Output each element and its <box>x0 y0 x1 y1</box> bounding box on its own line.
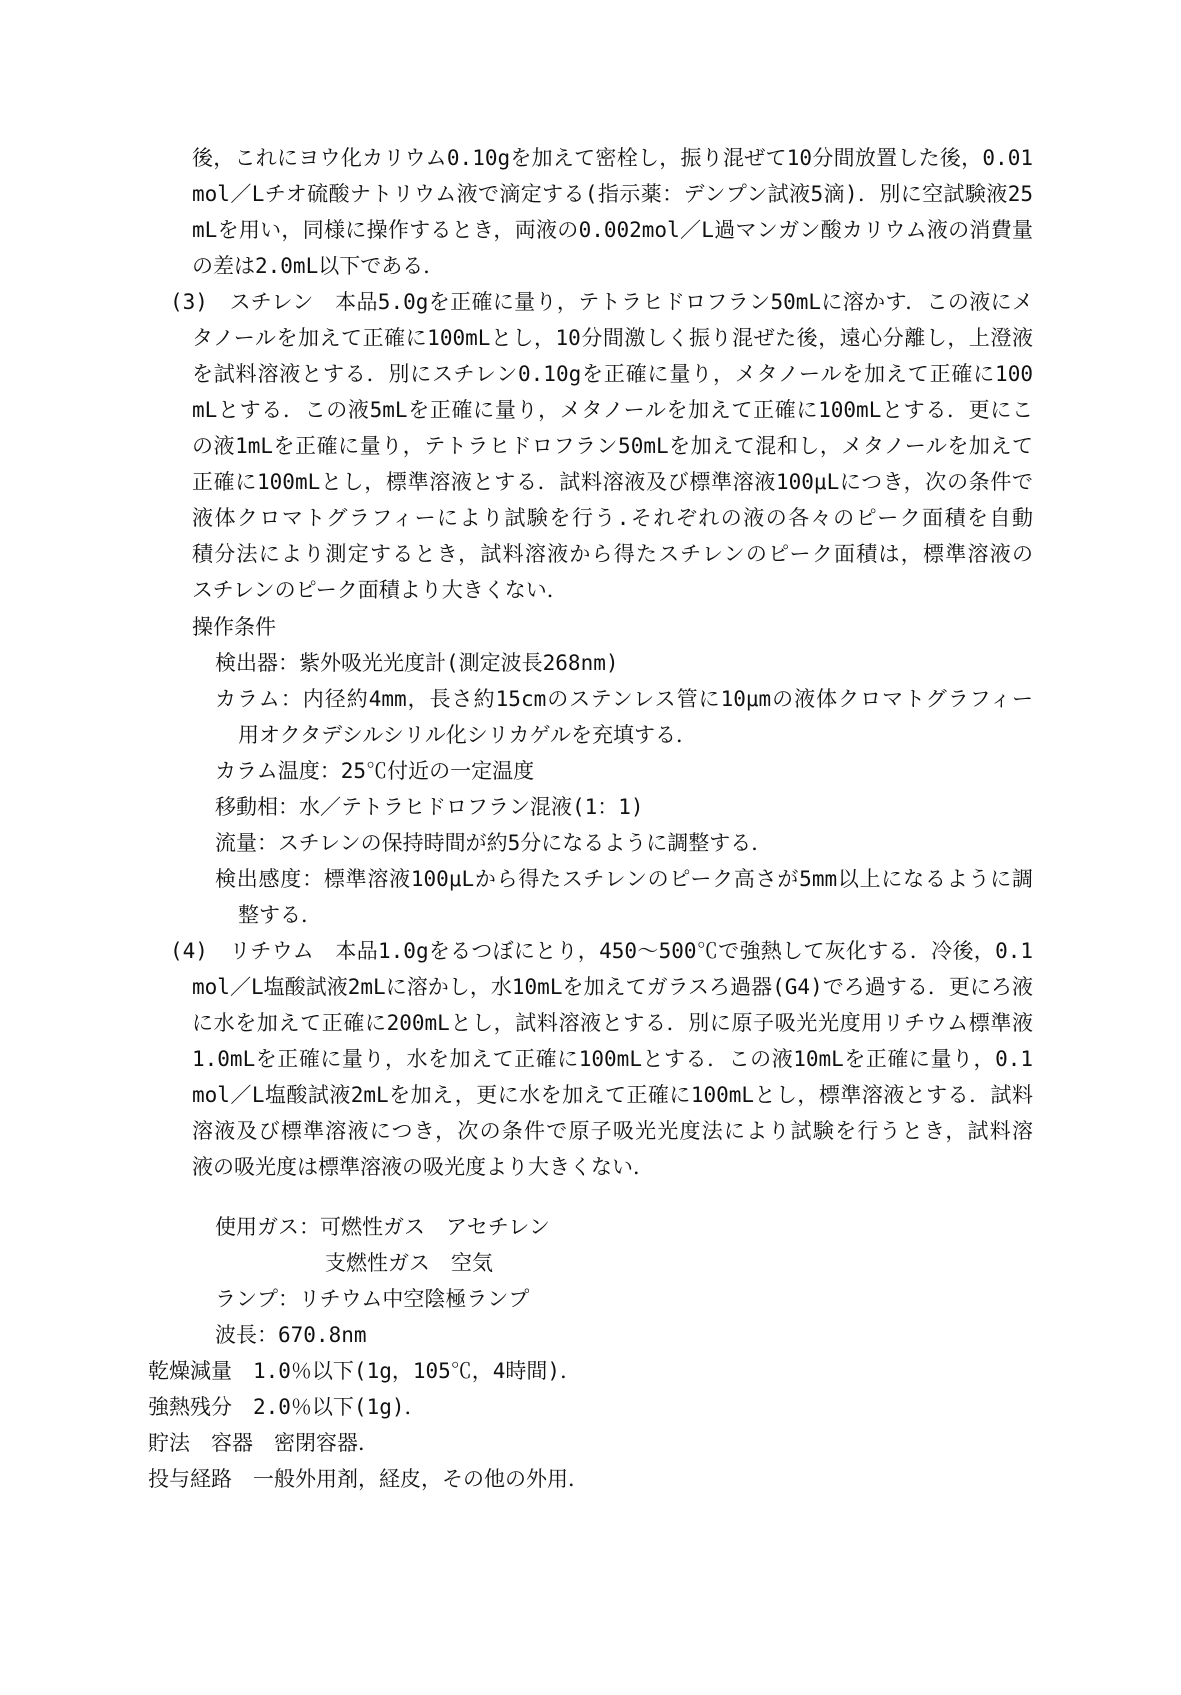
text-line-column-cont: 用オクタデシルシリル化シリカゲルを充填する． <box>238 723 698 747</box>
text-line-gas-support: 支燃性ガス 空気 <box>325 1251 493 1275</box>
text-line-residue-on-ignition: 強熱残分 2.0％以下(1g)． <box>148 1395 426 1419</box>
text-line-route: 投与経路 一般外用剤，経皮，その他の外用． <box>148 1467 589 1491</box>
text-line-3: mLを用い，同様に操作するとき，両液の0.002mol／L過マンガン酸カリウム液の消費量 <box>192 218 1033 242</box>
text-line-flow-rate: 流量：スチレンの保持時間が約5分になるように調整する． <box>215 831 773 855</box>
text-line-detector: 検出器：紫外吸光光度計(測定波長268nm) <box>215 651 619 675</box>
text-line-6: タノールを加えて正確に100mLとし，10分間激しく振り混ぜた後，遠心分離し，上澄液 <box>192 326 1033 350</box>
text-line-lithium-2: mol／L塩酸試液2mLに溶かし，水10mLを加えてガラスろ過器(G4)でろ過する．更にろ液 <box>192 975 1033 999</box>
text-line-11: 液体クロマトグラフィーにより試験を行う.それぞれの液の各々のピーク面積を自動 <box>192 506 1033 530</box>
text-line-10: 正確に100mLとし，標準溶液とする．試料溶液及び標準溶液100μLにつき，次の条件で <box>192 470 1033 494</box>
text-line-lithium-7: 液の吸光度は標準溶液の吸光度より大きくない． <box>192 1155 654 1179</box>
text-line-lithium-4: 1.0mLを正確に量り，水を加えて正確に100mLとする．この液10mLを正確に量り，0.1 <box>192 1047 1033 1071</box>
text-line-column-temp: カラム温度：25℃付近の一定温度 <box>215 759 535 783</box>
text-line-mobile-phase: 移動相：水／テトラヒドロフラン混液(1：1) <box>215 795 644 819</box>
text-line-8: mLとする．この液5mLを正確に量り，メタノールを加えて正確に100mLとする．更にこ <box>192 398 1033 422</box>
text-line-gas: 使用ガス：可燃性ガス アセチレン <box>215 1215 550 1239</box>
text-line-lamp: ランプ：リチウム中空陰極ランプ <box>215 1287 530 1311</box>
text-line-lithium-5: mol／L塩酸試液2mLを加え，更に水を加えて正確に100mLとし，標準溶液とする．試料 <box>192 1083 1033 1107</box>
text-line-13: スチレンのピーク面積より大きくない． <box>192 578 568 602</box>
text-line-5: (3) スチレン 本品5.0gを正確に量り，テトラヒドロフラン50mLに溶かす．この液にメ <box>170 290 1033 314</box>
text-line-column: カラム：内径約4mm，長さ約15cmのステンレス管に10μmの液体クロマトグラフィー <box>215 687 1033 711</box>
text-line-12: 積分法により測定するとき，試料溶液から得たスチレンのピーク面積は，標準溶液の <box>192 542 1033 566</box>
text-line-storage: 貯法 容器 密閉容器． <box>148 1431 379 1455</box>
text-line-wavelength: 波長：670.8nm <box>215 1323 367 1347</box>
text-line-7: を試料溶液とする．別にスチレン0.10gを正確に量り，メタノールを加えて正確に100 <box>192 362 1033 386</box>
text-line-lithium: (4) リチウム 本品1.0gをるつぼにとり，450～500℃で強熱して灰化する．冷後，0.1 <box>170 939 1033 963</box>
text-line-lithium-3: に水を加えて正確に200mLとし，試料溶液とする．別に原子吸光光度用リチウム標準液 <box>192 1011 1033 1035</box>
section-heading-operating-conditions: 操作条件 <box>192 615 276 639</box>
text-line-2: mol／Lチオ硫酸ナトリウム液で滴定する(指示薬：デンプン試液5滴)．別に空試験液25 <box>192 182 1033 206</box>
text-line-sensitivity-cont: 整する． <box>238 903 322 927</box>
text-line-lithium-6: 溶液及び標準溶液につき，次の条件で原子吸光光度法により試験を行うとき，試料溶 <box>192 1119 1033 1143</box>
text-line-loss-on-drying: 乾燥減量 1.0％以下(1g，105℃，4時間)． <box>148 1359 582 1383</box>
text-line-9: の液1mLを正確に量り，テトラヒドロフラン50mLを加えて混和し，メタノールを加えて <box>192 434 1033 458</box>
text-line-1: 後，これにヨウ化カリウム0.10gを加えて密栓し，振り混ぜて10分間放置した後，0.01 <box>192 146 1033 170</box>
text-line-4: の差は2.0mL以下である． <box>192 254 445 278</box>
text-line-sensitivity: 検出感度：標準溶液100μLから得たスチレンのピーク高さが5mm以上になるように調 <box>215 867 1033 891</box>
